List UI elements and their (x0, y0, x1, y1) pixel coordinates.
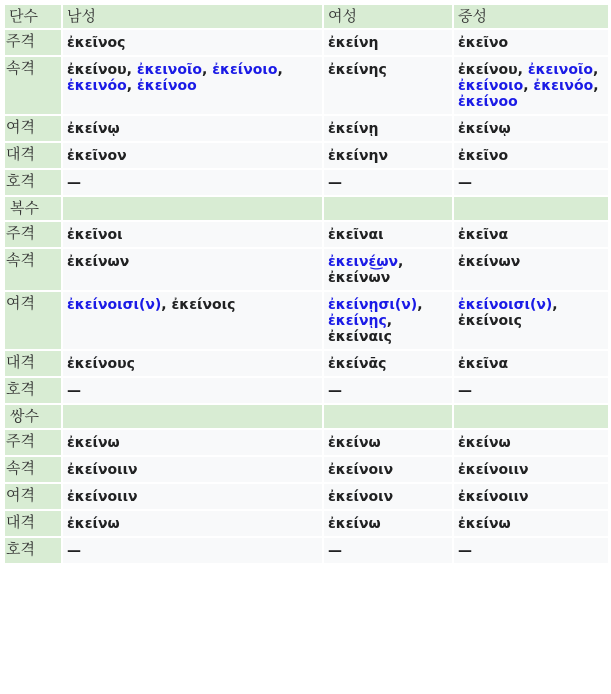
alternative-form: ἐκεινόο (533, 78, 594, 94)
alternative-form: ἐκεινοῖο (136, 62, 203, 78)
alternative-form: ἐκεινοῖο (527, 62, 594, 78)
word-form: ἐκείνῳ (67, 121, 120, 137)
word-form: ἐκείνην (328, 148, 389, 164)
feminine-form-cell (324, 222, 452, 247)
masculine-form-cell (63, 143, 322, 168)
separator: , (593, 78, 599, 94)
masculine-form-cell (63, 170, 322, 195)
word-form: ἐκείνω (67, 516, 120, 532)
word-form: ἐκεῖνον (67, 148, 127, 164)
alternative-form: ἐκείνοισι(ν) (67, 297, 162, 313)
table-row (5, 143, 608, 168)
section-filler (324, 197, 452, 220)
declension-table (3, 3, 610, 565)
no-form-dash: — (328, 175, 342, 191)
separator: , (517, 62, 528, 78)
section-label: 복수 (5, 197, 61, 220)
section-filler (324, 405, 452, 428)
no-form-dash: — (67, 543, 81, 559)
separator: , (126, 62, 137, 78)
header-row (5, 5, 608, 28)
masculine-form-cell (63, 457, 322, 482)
word-form: ἐκείνων (458, 254, 521, 270)
no-form-dash: — (67, 175, 81, 191)
word-form: ἐκείνω (458, 516, 511, 532)
case-label: 속격 (5, 457, 61, 482)
word-form: ἐκείνω (458, 435, 511, 451)
word-form: ἐκείνους (67, 356, 135, 372)
word-form: ἐκείναις (328, 329, 392, 345)
neuter-form-cell (454, 143, 608, 168)
masculine-form-cell (63, 222, 322, 247)
neuter-form-cell (454, 378, 608, 403)
feminine-form-cell (324, 538, 452, 563)
table-row (5, 484, 608, 509)
header-masculine: 남성 (63, 5, 322, 28)
neuter-form-cell (454, 292, 608, 349)
word-form: ἐκεῖνο (458, 148, 509, 164)
neuter-form-cell (454, 430, 608, 455)
no-form-dash: — (328, 543, 342, 559)
section-filler (454, 405, 608, 428)
masculine-form-cell (63, 116, 322, 141)
feminine-form-cell (324, 249, 452, 290)
feminine-form-cell (324, 292, 452, 349)
feminine-form-cell (324, 511, 452, 536)
word-form: ἐκείνων (67, 254, 130, 270)
word-form: ἐκείνω (328, 435, 381, 451)
word-form: ἐκείνῃ (328, 121, 379, 137)
separator: , (202, 62, 213, 78)
table-row (5, 30, 608, 55)
no-form-dash: — (67, 383, 81, 399)
case-label: 호격 (5, 170, 61, 195)
separator: , (386, 313, 393, 329)
separator: , (126, 78, 137, 94)
separator: , (417, 297, 423, 313)
case-label: 주격 (5, 430, 61, 455)
section-filler (63, 405, 322, 428)
masculine-form-cell (63, 351, 322, 376)
word-form: ἐκείνων (328, 270, 391, 286)
case-label: 속격 (5, 249, 61, 290)
separator: , (398, 254, 404, 270)
word-form: ἐκεῖνος (67, 35, 126, 51)
neuter-form-cell (454, 457, 608, 482)
feminine-form-cell (324, 170, 452, 195)
word-form: ἐκεῖνα (458, 356, 509, 372)
case-label: 대격 (5, 511, 61, 536)
feminine-form-cell (324, 378, 452, 403)
masculine-form-cell (63, 378, 322, 403)
table-row (5, 457, 608, 482)
neuter-form-cell (454, 249, 608, 290)
masculine-form-cell (63, 484, 322, 509)
case-label: 여격 (5, 292, 61, 349)
alternative-form: ἐκείνῃσι(ν) (328, 297, 418, 313)
section-row (5, 405, 608, 428)
table-row (5, 351, 608, 376)
neuter-form-cell (454, 511, 608, 536)
feminine-form-cell (324, 30, 452, 55)
case-label: 주격 (5, 222, 61, 247)
header-neuter: 중성 (454, 5, 608, 28)
section-row (5, 197, 608, 220)
word-form: ἐκείνοις (458, 313, 522, 329)
case-label: 속격 (5, 57, 61, 114)
table-row (5, 292, 608, 349)
alternative-form: ἐκείνοιο (458, 78, 524, 94)
feminine-form-cell (324, 57, 452, 114)
case-label: 호격 (5, 378, 61, 403)
word-form: ἐκείνοις (171, 297, 236, 313)
feminine-form-cell (324, 457, 452, 482)
word-form: ἐκείνοιν (328, 489, 394, 505)
case-label: 대격 (5, 143, 61, 168)
case-label: 호격 (5, 538, 61, 563)
word-form: ἐκείνης (328, 62, 387, 78)
word-form: ἐκεῖνα (458, 227, 509, 243)
separator: , (277, 62, 283, 78)
table-row (5, 378, 608, 403)
word-form: ἐκείνοιιν (458, 489, 529, 505)
neuter-form-cell (454, 170, 608, 195)
section-label: 쌍수 (5, 405, 61, 428)
separator: , (161, 297, 172, 313)
table-row (5, 222, 608, 247)
neuter-form-cell (454, 222, 608, 247)
word-form: ἐκεῖνο (458, 35, 509, 51)
table-row (5, 538, 608, 563)
feminine-form-cell (324, 143, 452, 168)
neuter-form-cell (454, 538, 608, 563)
no-form-dash: — (458, 543, 472, 559)
table-row (5, 511, 608, 536)
word-form: ἐκεῖναι (328, 227, 384, 243)
word-form: ἐκείνοιιν (67, 489, 138, 505)
no-form-dash: — (458, 383, 472, 399)
table-row (5, 116, 608, 141)
case-label: 대격 (5, 351, 61, 376)
case-label: 여격 (5, 116, 61, 141)
masculine-form-cell (63, 30, 322, 55)
word-form: ἐκείνοιιν (67, 462, 138, 478)
alternative-form: ἐκείνοο (136, 78, 197, 94)
neuter-form-cell (454, 484, 608, 509)
separator: , (593, 62, 599, 78)
alternative-form: ἐκείνοισι(ν) (458, 297, 553, 313)
separator: , (523, 78, 534, 94)
no-form-dash: — (328, 383, 342, 399)
table-row (5, 170, 608, 195)
feminine-form-cell (324, 116, 452, 141)
word-form: ἐκείνᾱς (328, 356, 387, 372)
neuter-form-cell (454, 351, 608, 376)
table-row (5, 430, 608, 455)
feminine-form-cell (324, 351, 452, 376)
neuter-form-cell (454, 30, 608, 55)
alternative-form: ἐκείνοιο (212, 62, 278, 78)
masculine-form-cell (63, 292, 322, 349)
case-label: 주격 (5, 30, 61, 55)
neuter-form-cell (454, 116, 608, 141)
header-feminine: 여성 (324, 5, 452, 28)
word-form: ἐκείνοιν (328, 462, 394, 478)
section-filler (454, 197, 608, 220)
masculine-form-cell (63, 57, 322, 114)
word-form: ἐκείνοιιν (458, 462, 529, 478)
word-form: ἐκείνω (67, 435, 120, 451)
masculine-form-cell (63, 511, 322, 536)
feminine-form-cell (324, 430, 452, 455)
word-form: ἐκεῖνοι (67, 227, 123, 243)
table-row (5, 249, 608, 290)
header-number-singular: 단수 (5, 5, 61, 28)
word-form: ἐκείνω (328, 516, 381, 532)
alternative-form: ἐκείνοο (458, 94, 518, 110)
masculine-form-cell (63, 430, 322, 455)
no-form-dash: — (458, 175, 472, 191)
word-form: ἐκείνου (458, 62, 518, 78)
feminine-form-cell (324, 484, 452, 509)
section-filler (63, 197, 322, 220)
masculine-form-cell (63, 249, 322, 290)
masculine-form-cell (63, 538, 322, 563)
word-form: ἐκείνῳ (458, 121, 511, 137)
case-label: 여격 (5, 484, 61, 509)
neuter-form-cell (454, 57, 608, 114)
alternative-form: ἐκεινέ͜ων (328, 254, 399, 270)
alternative-form: ἐκείνῃς (328, 313, 387, 329)
separator: , (552, 297, 558, 313)
alternative-form: ἐκεινόο (67, 78, 127, 94)
word-form: ἐκείνου (67, 62, 127, 78)
table-row (5, 57, 608, 114)
word-form: ἐκείνη (328, 35, 379, 51)
